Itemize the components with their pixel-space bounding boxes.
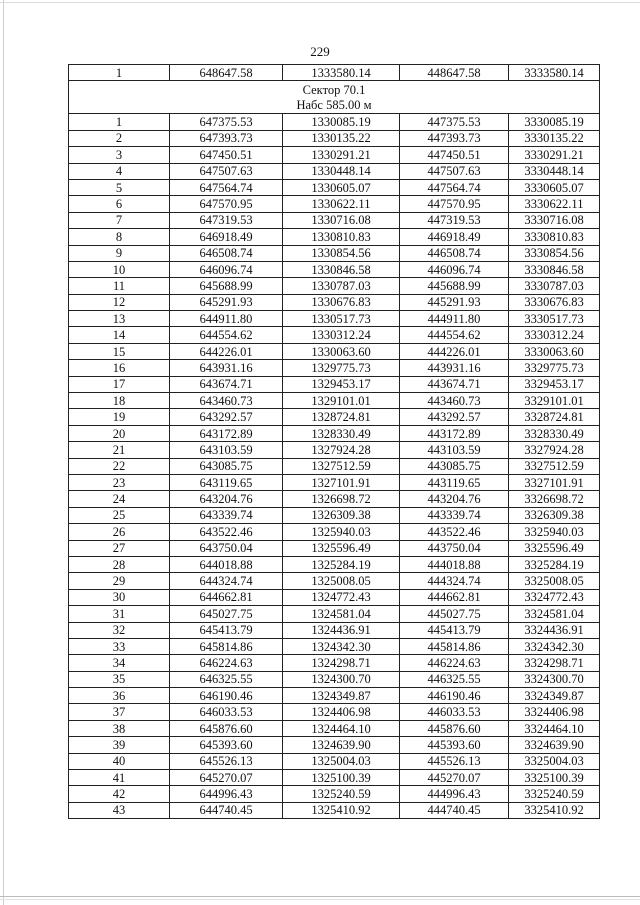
table-cell: 1327924.28 (283, 442, 400, 458)
table-cell: 1330063.60 (283, 343, 400, 359)
table-cell: 1324349.87 (283, 688, 400, 704)
table-cell: 3325596.49 (509, 540, 600, 556)
table-row (69, 294, 600, 310)
table-cell: 3330135.22 (509, 130, 600, 146)
table-cell: 647570.95 (170, 196, 283, 212)
page-edge-top (0, 2, 640, 3)
table-cell: 444911.80 (400, 311, 509, 327)
table-cell: 1328330.49 (283, 425, 400, 441)
table-cell: 443204.76 (400, 491, 509, 507)
table-row (69, 196, 600, 212)
table-cell: 643339.74 (170, 507, 283, 523)
table-cell: 443931.16 (400, 360, 509, 376)
table-cell: 34 (69, 655, 170, 671)
table-cell: 1329775.73 (283, 360, 400, 376)
table-row (69, 163, 600, 179)
table-cell: 3329101.01 (509, 393, 600, 409)
table-cell: 646918.49 (170, 229, 283, 245)
table-row (69, 179, 600, 195)
table-cell: 16 (69, 360, 170, 376)
table-cell: 643522.46 (170, 524, 283, 540)
table-row (69, 130, 600, 146)
table-cell: 3324436.91 (509, 622, 600, 638)
table-row (69, 704, 600, 720)
table-cell: 643292.57 (170, 409, 283, 425)
table-cell: 448647.58 (400, 65, 509, 81)
table-row (69, 458, 600, 474)
table-cell: 447393.73 (400, 130, 509, 146)
table-row (69, 655, 600, 671)
table-cell: 37 (69, 704, 170, 720)
table-cell: 17 (69, 376, 170, 392)
table-row (69, 409, 600, 425)
table-cell: 443292.57 (400, 409, 509, 425)
table-cell: 6 (69, 196, 170, 212)
table-row (69, 114, 600, 130)
table-cell: 1325940.03 (283, 524, 400, 540)
table-cell: 445393.60 (400, 737, 509, 753)
table-cell: 647319.53 (170, 212, 283, 228)
table-row (69, 737, 600, 753)
table-row (69, 245, 600, 261)
table-row (69, 688, 600, 704)
table-cell: 644324.74 (170, 573, 283, 589)
table-cell: 3333580.14 (509, 65, 600, 81)
table-cell: 15 (69, 343, 170, 359)
table-cell: 5 (69, 179, 170, 195)
table-cell: 1330291.21 (283, 147, 400, 163)
table-cell: 1 (69, 65, 170, 81)
table-cell: 3324342.30 (509, 638, 600, 654)
table-cell: 446224.63 (400, 655, 509, 671)
table-cell: 446508.74 (400, 245, 509, 261)
table-cell: 443674.71 (400, 376, 509, 392)
table-cell: 2 (69, 130, 170, 146)
table-row (69, 753, 600, 769)
table-cell: 1325284.19 (283, 556, 400, 572)
table-cell: 447570.95 (400, 196, 509, 212)
table-cell: 3330063.60 (509, 343, 600, 359)
table-cell: 35 (69, 671, 170, 687)
table-cell: 3330787.03 (509, 278, 600, 294)
table-cell: 3325240.59 (509, 786, 600, 802)
table-cell: 7 (69, 212, 170, 228)
table-cell: 31 (69, 606, 170, 622)
table-cell: 3325100.39 (509, 770, 600, 786)
table-cell: 646224.63 (170, 655, 283, 671)
table-cell: 1325410.92 (283, 802, 400, 818)
table-cell: 3330676.83 (509, 294, 600, 310)
table-cell: 647564.74 (170, 179, 283, 195)
table-cell: 22 (69, 458, 170, 474)
table-row (69, 573, 600, 589)
table-cell: 1324436.91 (283, 622, 400, 638)
table-cell: 43 (69, 802, 170, 818)
table-cell: 3326309.38 (509, 507, 600, 523)
table-cell: 3324772.43 (509, 589, 600, 605)
table-cell: 445270.07 (400, 770, 509, 786)
table-row (69, 474, 600, 490)
table-cell: 38 (69, 720, 170, 736)
table-cell: 447319.53 (400, 212, 509, 228)
table-cell: 12 (69, 294, 170, 310)
table-cell: 33 (69, 638, 170, 654)
table-cell: 443085.75 (400, 458, 509, 474)
table-cell: 444740.45 (400, 802, 509, 818)
table-cell: 3329453.17 (509, 376, 600, 392)
table-cell: 41 (69, 770, 170, 786)
table-cell: 3330517.73 (509, 311, 600, 327)
table-cell: 1327101.91 (283, 474, 400, 490)
table-cell: 1330312.24 (283, 327, 400, 343)
table-row (69, 212, 600, 228)
table-cell: 1325008.05 (283, 573, 400, 589)
table-cell: 8 (69, 229, 170, 245)
table-row (69, 507, 600, 523)
table-cell: 3324464.10 (509, 720, 600, 736)
table-row (69, 343, 600, 359)
table-cell: 3326698.72 (509, 491, 600, 507)
table-cell: 3325008.05 (509, 573, 600, 589)
table-cell: 645526.13 (170, 753, 283, 769)
table-cell: 1326698.72 (283, 491, 400, 507)
table-cell: 18 (69, 393, 170, 409)
table-cell: 3327924.28 (509, 442, 600, 458)
table-cell: 647375.53 (170, 114, 283, 130)
table-cell: 443119.65 (400, 474, 509, 490)
table-cell: 645688.99 (170, 278, 283, 294)
table-cell: 447564.74 (400, 179, 509, 195)
table-cell: 36 (69, 688, 170, 704)
table-row (69, 393, 600, 409)
coordinates-table-body (69, 65, 600, 819)
table-cell: 646508.74 (170, 245, 283, 261)
table-cell: 1330810.83 (283, 229, 400, 245)
table-row (69, 770, 600, 786)
table-row (69, 360, 600, 376)
table-cell: 645393.60 (170, 737, 283, 753)
table-row (69, 606, 600, 622)
table-cell: 9 (69, 245, 170, 261)
table-cell: 27 (69, 540, 170, 556)
table-cell: 644018.88 (170, 556, 283, 572)
table-cell: 1326309.38 (283, 507, 400, 523)
table-cell: 3328724.81 (509, 409, 600, 425)
table-cell: 644226.01 (170, 343, 283, 359)
table-cell: 446033.53 (400, 704, 509, 720)
table-cell: 647450.51 (170, 147, 283, 163)
table-cell: 3327512.59 (509, 458, 600, 474)
table-cell: 3328330.49 (509, 425, 600, 441)
table-cell: 446325.55 (400, 671, 509, 687)
table-cell: 3330716.08 (509, 212, 600, 228)
table-cell: 445027.75 (400, 606, 509, 622)
table-cell: 1325596.49 (283, 540, 400, 556)
table-cell: 644662.81 (170, 589, 283, 605)
table-row (69, 589, 600, 605)
table-row (69, 229, 600, 245)
table-cell: 3324298.71 (509, 655, 600, 671)
table-cell: 1324298.71 (283, 655, 400, 671)
table-cell: 21 (69, 442, 170, 458)
table-cell: 1330716.08 (283, 212, 400, 228)
table-cell: 445291.93 (400, 294, 509, 310)
table-row (69, 524, 600, 540)
table-cell: 444324.74 (400, 573, 509, 589)
table-cell: 645876.60 (170, 720, 283, 736)
table-row (69, 638, 600, 654)
table-cell: 643172.89 (170, 425, 283, 441)
table-cell: 643674.71 (170, 376, 283, 392)
table-cell: 1330787.03 (283, 278, 400, 294)
table-cell: 3330605.07 (509, 179, 600, 195)
table-cell: 3324349.87 (509, 688, 600, 704)
table-cell: 42 (69, 786, 170, 802)
table-cell: 646033.53 (170, 704, 283, 720)
table-row (69, 278, 600, 294)
table-cell: 3325410.92 (509, 802, 600, 818)
table-cell: 444018.88 (400, 556, 509, 572)
table-cell: 3325940.03 (509, 524, 600, 540)
table-cell: 1330622.11 (283, 196, 400, 212)
table-row (69, 311, 600, 327)
table-cell: 1325004.03 (283, 753, 400, 769)
table-row (69, 720, 600, 736)
table-cell: 19 (69, 409, 170, 425)
table-cell: 1 (69, 114, 170, 130)
table-cell: 1330854.56 (283, 245, 400, 261)
page-edge-left (3, 0, 4, 905)
table-cell: 445814.86 (400, 638, 509, 654)
table-cell: 1333580.14 (283, 65, 400, 81)
table-cell: 443339.74 (400, 507, 509, 523)
table-cell: 1329101.01 (283, 393, 400, 409)
table-cell: 646325.55 (170, 671, 283, 687)
table-cell: 645291.93 (170, 294, 283, 310)
table-cell: 645814.86 (170, 638, 283, 654)
table-row (69, 147, 600, 163)
table-cell: 1330846.58 (283, 261, 400, 277)
table-cell: 1330517.73 (283, 311, 400, 327)
table-cell: 444662.81 (400, 589, 509, 605)
sector-height: Набс 585.00 м (296, 97, 372, 112)
table-cell: 648647.58 (170, 65, 283, 81)
table-cell: 26 (69, 524, 170, 540)
table-cell: 1325240.59 (283, 786, 400, 802)
table-cell: 3327101.91 (509, 474, 600, 490)
table-cell: 3330448.14 (509, 163, 600, 179)
table-cell: 1324464.10 (283, 720, 400, 736)
table-cell: 3330846.58 (509, 261, 600, 277)
table-cell: 443522.46 (400, 524, 509, 540)
table-cell: 445688.99 (400, 278, 509, 294)
table-row (69, 425, 600, 441)
table-cell: 644911.80 (170, 311, 283, 327)
table-cell: 13 (69, 311, 170, 327)
table-cell: 3330085.19 (509, 114, 600, 130)
table-cell: 643204.76 (170, 491, 283, 507)
table-row (69, 327, 600, 343)
table-cell: 447375.53 (400, 114, 509, 130)
table-cell: 646190.46 (170, 688, 283, 704)
table-cell: 3330291.21 (509, 147, 600, 163)
page-number: 229 (310, 44, 330, 59)
table-cell: 30 (69, 589, 170, 605)
table-cell: 444996.43 (400, 786, 509, 802)
table-cell: 647393.73 (170, 130, 283, 146)
table-cell: 29 (69, 573, 170, 589)
table-row (69, 622, 600, 638)
table-cell: 446096.74 (400, 261, 509, 277)
table-cell: 447450.51 (400, 147, 509, 163)
sector-header-row (69, 81, 600, 114)
table-cell: 1330605.07 (283, 179, 400, 195)
table-cell: 39 (69, 737, 170, 753)
table-cell: 643119.65 (170, 474, 283, 490)
table-cell: 643931.16 (170, 360, 283, 376)
table-cell: 445526.13 (400, 753, 509, 769)
table-cell: 643085.75 (170, 458, 283, 474)
table-cell: 11 (69, 278, 170, 294)
table-cell: 644740.45 (170, 802, 283, 818)
table-cell: 3325004.03 (509, 753, 600, 769)
table-cell: 40 (69, 753, 170, 769)
table-cell: 23 (69, 474, 170, 490)
table-cell: 3324639.90 (509, 737, 600, 753)
table-cell: 446918.49 (400, 229, 509, 245)
table-cell: 1324342.30 (283, 638, 400, 654)
table-cell: 3329775.73 (509, 360, 600, 376)
table-cell: 443103.59 (400, 442, 509, 458)
table-cell: 643750.04 (170, 540, 283, 556)
table-row (69, 786, 600, 802)
table-cell: 444226.01 (400, 343, 509, 359)
coordinates-table (68, 64, 600, 819)
footer-rule-secondary (0, 899, 640, 900)
table-cell: 1330448.14 (283, 163, 400, 179)
table-cell: 445876.60 (400, 720, 509, 736)
table-cell: 646096.74 (170, 261, 283, 277)
table-cell: 1330085.19 (283, 114, 400, 130)
table-cell: 3324300.70 (509, 671, 600, 687)
table-row (69, 802, 600, 818)
table-cell: 1328724.81 (283, 409, 400, 425)
table-row (69, 65, 600, 81)
table-cell: 24 (69, 491, 170, 507)
table-cell: 28 (69, 556, 170, 572)
sector-title: Сектор 70.1 (302, 82, 366, 97)
table-row (69, 556, 600, 572)
table-row (69, 540, 600, 556)
table-cell: 3330312.24 (509, 327, 600, 343)
table-row (69, 671, 600, 687)
table-cell: 443172.89 (400, 425, 509, 441)
table-cell: 1324639.90 (283, 737, 400, 753)
table-cell: 3325284.19 (509, 556, 600, 572)
table-row (69, 261, 600, 277)
table-cell: 443750.04 (400, 540, 509, 556)
table-cell: 1324581.04 (283, 606, 400, 622)
table-cell: 1325100.39 (283, 770, 400, 786)
table-cell: 644554.62 (170, 327, 283, 343)
table-cell: 444554.62 (400, 327, 509, 343)
table-cell: 647507.63 (170, 163, 283, 179)
table-cell: 645270.07 (170, 770, 283, 786)
table-cell: 3330622.11 (509, 196, 600, 212)
table-cell: 20 (69, 425, 170, 441)
table-cell: 645027.75 (170, 606, 283, 622)
table-cell: 1330676.83 (283, 294, 400, 310)
table-cell: 645413.79 (170, 622, 283, 638)
table-cell: 1330135.22 (283, 130, 400, 146)
footer-rule (0, 896, 640, 897)
table-cell: 443460.73 (400, 393, 509, 409)
table-cell: 1324406.98 (283, 704, 400, 720)
table-row (69, 442, 600, 458)
table-cell: 3330854.56 (509, 245, 600, 261)
table-cell: 3330810.83 (509, 229, 600, 245)
sector-header-cell (69, 81, 600, 114)
table-cell: 1324300.70 (283, 671, 400, 687)
table-cell: 10 (69, 261, 170, 277)
table-cell: 1327512.59 (283, 458, 400, 474)
table-cell: 3324581.04 (509, 606, 600, 622)
table-row (69, 491, 600, 507)
table-cell: 32 (69, 622, 170, 638)
table-cell: 644996.43 (170, 786, 283, 802)
table-cell: 446190.46 (400, 688, 509, 704)
table-cell: 3 (69, 147, 170, 163)
table-cell: 3324406.98 (509, 704, 600, 720)
table-cell: 643460.73 (170, 393, 283, 409)
table-cell: 14 (69, 327, 170, 343)
table-row (69, 376, 600, 392)
table-cell: 445413.79 (400, 622, 509, 638)
table-cell: 1324772.43 (283, 589, 400, 605)
table-cell: 1329453.17 (283, 376, 400, 392)
table-cell: 447507.63 (400, 163, 509, 179)
table-cell: 4 (69, 163, 170, 179)
table-cell: 25 (69, 507, 170, 523)
table-cell: 643103.59 (170, 442, 283, 458)
